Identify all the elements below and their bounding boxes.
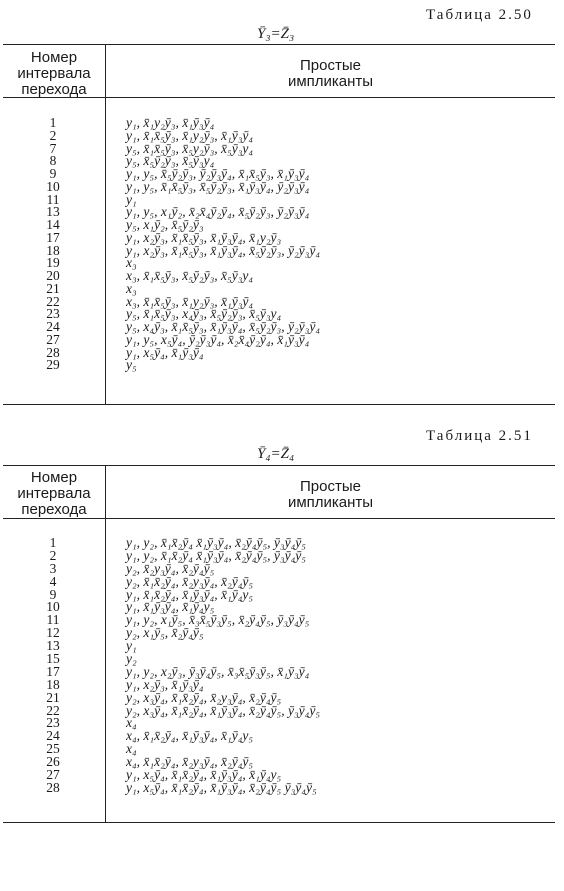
prime-implicants: x₄, x̄₁x̄₂ȳ₄, x̄₂y₃ȳ₄, x̄₂ȳ₄ȳ₅ <box>126 754 254 770</box>
prime-implicants: y₁ <box>126 191 137 207</box>
prime-implicants: y₅ <box>126 357 137 373</box>
table-row <box>3 257 555 270</box>
table-row <box>3 270 555 283</box>
interval-number: 28 <box>46 779 60 795</box>
interval-number: 21 <box>46 280 60 296</box>
table-row <box>3 117 555 130</box>
prime-implicants: y₁, y₂, x₁ȳ₅, x̄₃x̄₅ȳ₃ȳ₅, x̄₂ȳ₄ȳ₅, ȳ₃ȳ₄ȳ₅ <box>126 612 310 628</box>
header-divider <box>3 518 555 519</box>
interval-number: 25 <box>46 741 60 757</box>
prime-implicants: x₄, x̄₁x̄₂ȳ₄, x̄₁ȳ₃ȳ₄, x̄₁ȳ₄y₅ <box>126 728 254 744</box>
table-body <box>3 537 555 795</box>
table-row <box>3 663 555 679</box>
prime-implicants: y₂, x̄₂y₃ȳ₄, x̄₂ȳ₄ȳ₅ <box>126 560 215 576</box>
prime-implicants: y₁, y₅, x̄₅ȳ₂ȳ₃, ȳ₂ȳ₃ȳ₄, x̄₁x̄₅ȳ₃, x̄₁ȳ₃ȳ₄ <box>126 166 310 181</box>
table-row <box>3 359 555 372</box>
interval-number: 18 <box>46 242 60 258</box>
prime-implicants: y₁, x₂ȳ₃, x̄₁ȳ₃ȳ₄ <box>126 676 204 692</box>
table-row <box>3 627 555 640</box>
interval-number: 19 <box>46 255 60 271</box>
prime-implicants: y₁, y₂, x̄₁x̄₂ȳ₄ x̄₁ȳ₃ȳ₄, x̄₂ȳ₄ȳ₅, ȳ₃ȳ₄ȳ₅ <box>126 535 306 550</box>
prime-implicants: y₁, x₅ȳ₄, x̄₁ȳ₃ȳ₄ <box>126 344 204 360</box>
interval-number: 13 <box>46 204 60 220</box>
prime-implicants: y₂, x₃ȳ₄, x̄₁x̄₂ȳ₄, x̄₁ȳ₃ȳ₄, x̄₂ȳ₄ȳ₅, ȳ₃ȳ₄ȳ₅ <box>126 702 321 718</box>
interval-number: 9 <box>49 166 57 181</box>
table-top-rule <box>3 465 555 466</box>
table-row <box>3 242 555 258</box>
interval-number: 3 <box>49 560 57 576</box>
table-bottom-rule <box>3 822 555 823</box>
header-line: интервала <box>17 485 91 502</box>
interval-number: 11 <box>46 612 60 628</box>
interval-number: 24 <box>46 728 60 744</box>
interval-number: 17 <box>46 663 60 679</box>
table-row <box>3 280 555 296</box>
prime-implicants: y₂, x₃ȳ₄, x̄₁x̄₂ȳ₄, x̄₂y₃ȳ₄, x̄₂ȳ₄ȳ₅ <box>126 689 282 705</box>
interval-number: 21 <box>46 689 60 705</box>
table-top-rule <box>3 44 555 45</box>
table-body <box>3 117 555 372</box>
interval-number: 9 <box>49 586 57 602</box>
header-interval-number <box>3 50 105 98</box>
table-row <box>3 730 555 743</box>
prime-implicants: y₅, x̄₁x̄₅ȳ₃, x₄ȳ₃, x̄₅ȳ₂ȳ₃, x̄₅ȳ₃y₄ <box>126 306 282 322</box>
header-line: Номер <box>30 49 78 66</box>
prime-implicants: y₁, y₂, x₂ȳ₃, ȳ₃ȳ₄ȳ₅, x̄₃x̄₅ȳ₃ȳ₅, x̄₁ȳ₃ȳ₄ <box>126 663 310 679</box>
prime-implicants: x₃, x̄₁x̄₅ȳ₃, x̄₅ȳ₂ȳ₃, x̄₅ȳ₃y₄ <box>126 268 254 283</box>
header-prime-implicants <box>106 479 555 511</box>
header-line: Простые <box>300 57 361 74</box>
interval-number: 23 <box>46 306 60 322</box>
prime-implicants: x₃ <box>126 280 137 296</box>
prime-implicants: y₁, y₅, x̄₁x̄₅ȳ₃, x̄₅ȳ₂ȳ₃, x̄₁ȳ₃ȳ₄, ȳ₂ȳ₃ȳ₄ <box>126 178 310 194</box>
interval-number: 27 <box>46 767 60 783</box>
header-line: импликанты <box>287 494 374 511</box>
table-row <box>3 614 555 627</box>
prime-implicants: x₃ <box>126 255 137 271</box>
header-line: импликанты <box>287 73 374 90</box>
table-row <box>3 331 555 347</box>
header-line: Простые <box>300 478 361 495</box>
prime-implicants: y₅, x̄₁x̄₅ȳ₃, x̄₅y₂ȳ₃, x̄₅ȳ₃y₄ <box>126 140 254 156</box>
table-row <box>3 206 555 219</box>
prime-implicants: x₄ <box>126 741 137 757</box>
interval-number: 20 <box>46 268 60 283</box>
prime-implicants: y₅, x₄ȳ₃, x̄₁x̄₅ȳ₃, x̄₁ȳ₃ȳ₄, x̄₅ȳ₂ȳ₃, ȳ₂ȳ₃ȳ₄ <box>126 319 321 334</box>
interval-number: 2 <box>49 547 57 563</box>
table-row <box>3 717 555 730</box>
prime-implicants: y₁, y₂, x̄₁x̄₂ȳ₄ x̄₁ȳ₃ȳ₄, x̄₂ȳ₄ȳ₅, ȳ₃ȳ₄ȳ₅ <box>126 547 306 563</box>
table-row <box>3 344 555 360</box>
prime-implicants: x₃, x̄₁x̄₅ȳ₃, x̄₁y₂ȳ₃, x̄₁ȳ₃ȳ₄ <box>126 293 254 309</box>
interval-number: 8 <box>49 153 57 169</box>
prime-implicants: y₁, x̄₁y₂ȳ₃, x̄₁ȳ₃ȳ₄ <box>126 115 215 130</box>
prime-implicants: y₁, x̄₁x̄₂ȳ₄, x̄₁ȳ₃ȳ₄, x̄₁ȳ₄y₅ <box>126 586 254 602</box>
header-interval-number <box>3 470 105 518</box>
interval-number: 1 <box>49 115 57 130</box>
interval-number: 18 <box>46 676 60 692</box>
interval-number: 10 <box>46 178 60 194</box>
interval-number: 4 <box>49 573 57 589</box>
interval-number: 29 <box>46 357 60 373</box>
table-equation: Ȳ₄=Z̄₄ <box>257 446 295 462</box>
table-equation: Ȳ₃=Z̄₃ <box>257 26 295 42</box>
prime-implicants: y₂, x̄₁x̄₂ȳ₄, x̄₂y₃ȳ₄, x̄₂ȳ₄ȳ₅ <box>126 573 254 589</box>
table-bottom-rule <box>3 404 555 405</box>
header-line: перехода <box>21 501 87 518</box>
prime-implicants: y₁, y₅, x₁ȳ₂, x̄₂x̄₄ȳ₂ȳ₄, x̄₅ȳ₂ȳ₃, ȳ₂ȳ₃ȳ₄ <box>126 204 310 220</box>
table-row <box>3 560 555 576</box>
interval-number: 1 <box>49 535 57 550</box>
header-line: интервала <box>17 65 91 82</box>
interval-number: 28 <box>46 344 60 360</box>
header-line: Номер <box>30 469 78 486</box>
interval-number: 22 <box>46 702 60 718</box>
prime-implicants: x₄ <box>126 715 137 731</box>
interval-number: 17 <box>46 229 60 245</box>
interval-number: 14 <box>46 217 60 232</box>
table-row <box>3 178 555 194</box>
interval-number: 7 <box>49 140 57 156</box>
interval-number: 11 <box>46 191 60 207</box>
interval-number: 23 <box>46 715 60 731</box>
prime-implicants: y₁, x̄₁ȳ₃ȳ₄, x̄₁ȳ₄y₅ <box>126 599 215 615</box>
prime-implicants: y₁, x̄₁x̄₅ȳ₃, x̄₁y₂ȳ₃, x̄₁ȳ₃ȳ₄ <box>126 127 254 143</box>
interval-number: 24 <box>46 319 60 334</box>
table-row <box>3 640 555 653</box>
prime-implicants: y₁ <box>126 638 137 654</box>
interval-number: 15 <box>46 651 60 667</box>
interval-number: 12 <box>46 625 60 641</box>
interval-number: 22 <box>46 293 60 309</box>
table-label: Таблица 2.51 <box>426 428 533 444</box>
header-prime-implicants <box>106 58 555 90</box>
table-row <box>3 140 555 156</box>
table-row <box>3 743 555 756</box>
table-row <box>3 573 555 589</box>
prime-implicants: y₁, x₂ȳ₃, x̄₁x̄₅ȳ₃, x̄₁ȳ₃ȳ₄, x̄₁y₂ȳ₃ <box>126 229 282 245</box>
prime-implicants: y₂ <box>126 651 137 667</box>
interval-number: 26 <box>46 754 60 770</box>
table-row <box>3 702 555 718</box>
prime-implicants: y₁, x₅ȳ₄, x̄₁x̄₂ȳ₄, x̄₁ȳ₃ȳ₄, x̄₂ȳ₄ȳ₅ ȳ₃ȳ₄ȳ₅ <box>126 779 317 795</box>
table-row <box>3 779 555 795</box>
interval-number: 10 <box>46 599 60 615</box>
table-row <box>3 127 555 143</box>
prime-implicants: y₁, x₂ȳ₃, x̄₁x̄₅ȳ₃, x̄₁ȳ₃ȳ₄, x̄₅ȳ₂ȳ₃, ȳ₂ȳ₃ȳ₄ <box>126 242 321 258</box>
prime-implicants: y₁, y₅, x₅ȳ₄, ȳ₂ȳ₃ȳ₄, x̄₂x̄₄ȳ₂ȳ₄, x̄₁ȳ₃ȳ₄ <box>126 331 310 347</box>
prime-implicants: y₂, x₁ȳ₅, x̄₂ȳ₄ȳ₅ <box>126 625 204 641</box>
table-label: Таблица 2.50 <box>426 7 533 23</box>
table-row <box>3 586 555 602</box>
prime-implicants: y₅, x̄₅ȳ₂ȳ₃, x̄₅ȳ₃y₄ <box>126 153 215 169</box>
interval-number: 13 <box>46 638 60 654</box>
header-line: перехода <box>21 81 87 98</box>
prime-implicants: y₅, x₁ȳ₂, x̄₅ȳ₂ȳ₃ <box>126 217 204 232</box>
interval-number: 27 <box>46 331 60 347</box>
table-row <box>3 547 555 563</box>
prime-implicants: y₁, x₅ȳ₄, x̄₁x̄₂ȳ₄, x̄₁ȳ₃ȳ₄, x̄₁ȳ₄y₅ <box>126 767 282 783</box>
interval-number: 2 <box>49 127 57 143</box>
